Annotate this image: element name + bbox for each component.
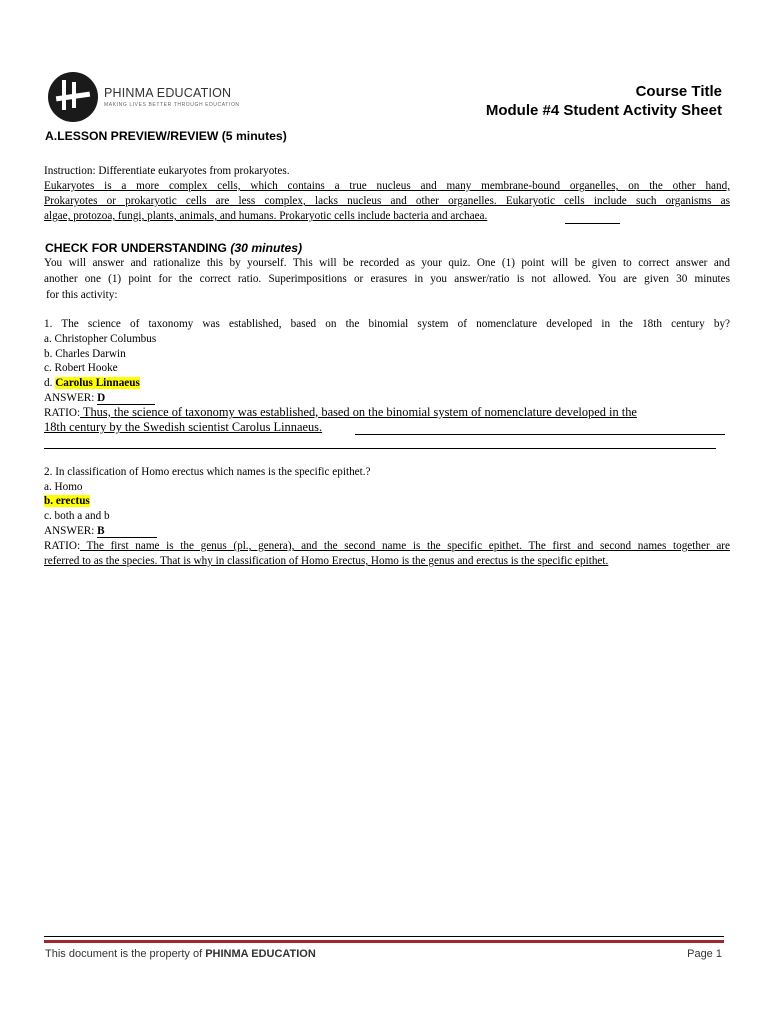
section-a-heading: A.LESSON PREVIEW/REVIEW (5 minutes)	[45, 129, 287, 143]
footer-property-notice	[45, 948, 316, 960]
answer-line-2: Prokaryotes or prokaryotic cells are less complex, lacks nucleus and other organelles. Eukaryotic cells include such organisms as	[44, 195, 730, 207]
q2-question: 2. In classification of Homo erectus which names is the specific epithet.?	[44, 466, 371, 478]
q2-answer	[44, 524, 157, 540]
q2-option-b	[44, 494, 90, 510]
logo-tagline: MAKING LIVES BETTER THROUGH EDUCATION	[104, 102, 240, 108]
q1-option-c: c. Robert Hooke	[44, 362, 118, 374]
q1-ratio-label: RATIO:	[44, 407, 81, 419]
footer-text-prefix: This document is the property of	[45, 948, 203, 960]
q2-answer-label: ANSWER:	[44, 525, 95, 537]
footer-page-number	[687, 948, 722, 960]
check-heading-title: CHECK FOR UNDERSTANDING	[45, 241, 227, 255]
check-intro-line-1: You will answer and rationalize this by yourself. This will be recorded as your quiz. One (1) point will be given to correct answer and	[44, 257, 730, 269]
check-intro-line-2: another one (1) point for the correct ratio. Superimpositions or erasures in you answer/ratio is not allowed. You are given 30 minutes	[44, 273, 730, 285]
q1-ratio-line-2: 18th century by the Swedish scientist Carolus Linnaeus.	[44, 420, 323, 434]
module-title: Module #4 Student Activity Sheet	[485, 102, 722, 119]
q2-ratio-label: RATIO:	[44, 540, 81, 552]
q1-option-d-highlight: Carolus Linnaeus	[55, 377, 140, 389]
q2-answer-value: B	[97, 525, 157, 538]
q1-ratio-text-1: Thus, the science of taxonomy was established, based on the binomial system of nomenclature developed in the	[80, 405, 637, 419]
q1-question: 1. The science of taxonomy was established, based on the binomial system of nomenclature developed in the 18th century by?	[44, 318, 730, 330]
q1-answer-value: D	[97, 392, 155, 405]
q1-ratio-blank-1	[355, 434, 725, 435]
answer-blank-line	[565, 223, 620, 224]
q1-ratio-blank-2	[44, 448, 716, 449]
footer-page-value: 1	[715, 948, 722, 960]
check-heading	[45, 241, 302, 255]
q2-option-a: a. Homo	[44, 481, 83, 493]
phinma-logo	[48, 72, 240, 122]
check-heading-time: (30 minutes)	[230, 241, 303, 255]
instruction-text: Instruction: Differentiate eukaryotes from prokaryotes.	[44, 165, 290, 177]
logo-org-name: PHINMA EDUCATION	[104, 86, 232, 100]
check-intro-line-3: for this activity:	[46, 289, 118, 301]
answer-line-3: algae, protozoa, fungi, plants, animals, and humans. Prokaryotic cells include bacteria and archaea.	[44, 210, 488, 222]
footer-org-name: PHINMA EDUCATION	[205, 948, 316, 960]
q1-answer-label: ANSWER:	[44, 392, 95, 404]
footer-page-label: Page	[687, 948, 713, 960]
q1-option-d	[44, 376, 140, 392]
footer-rule	[44, 936, 724, 937]
q2-ratio-line-2: referred to as the species. That is why in classification of Homo Erectus, Homo is the genus and erectus is the specific epithet.	[44, 555, 609, 567]
footer-accent-rule	[44, 940, 724, 943]
logo-emblem-icon	[48, 72, 98, 122]
q2-option-b-highlight: b. erectus	[44, 495, 90, 507]
q1-option-d-prefix: d.	[44, 377, 53, 389]
answer-line-1: Eukaryotes is a more complex cells, which contains a true nucleus and many membrane-bound organelles, on the other hand,	[44, 180, 730, 192]
q2-option-c: c. both a and b	[44, 510, 110, 522]
course-title: Course Title	[635, 83, 722, 100]
q1-option-a: a. Christopher Columbus	[44, 333, 157, 345]
q1-option-b: b. Charles Darwin	[44, 348, 126, 360]
q2-ratio-line-1	[44, 539, 730, 555]
q2-ratio-text-1: The first name is the genus (pl., genera), and the second name is the specific epithet. The first and second names together are	[80, 540, 730, 552]
